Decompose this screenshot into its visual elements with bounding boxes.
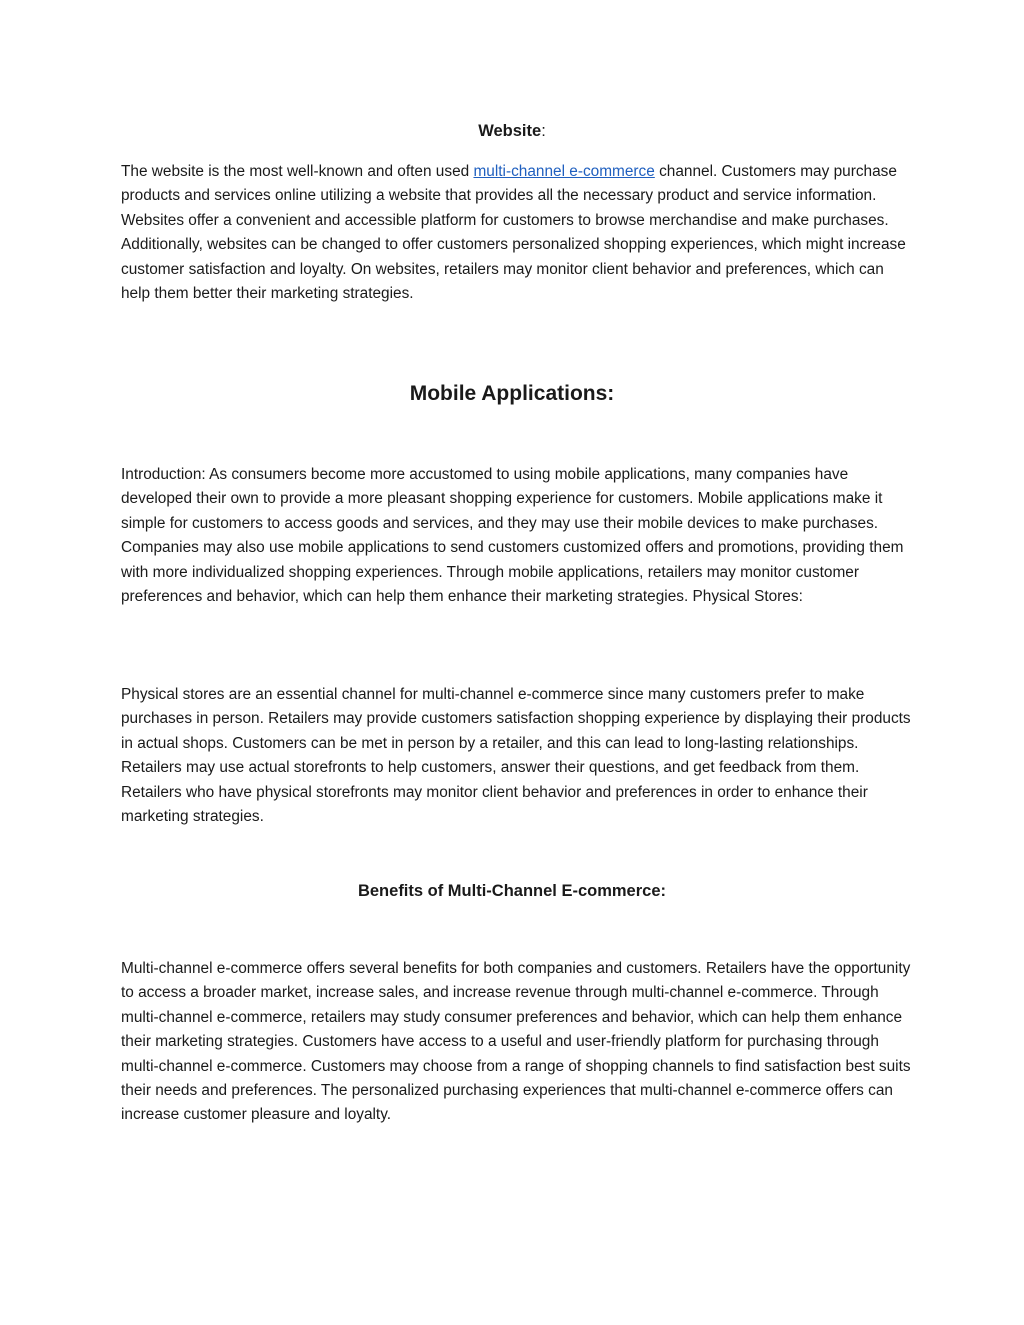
website-paragraph-body: channel. Customers may purchase products and services online utilizing a website that provides all the necessary product and service information. Websites offer a convenient and accessible platform for customers to browse merchandise and make purchases. Additionally, websites can be changed to offer customers personalized shopping experiences, which might increase customer satisfaction and loyalty. On websites, retailers may monitor client behavior and preferences, which can help them better their marketing strategies. — [121, 163, 906, 303]
benefits-paragraph: Multi-channel e-commerce offers several benefits for both companies and customers. Retailers have the opportunity to access a broader market, increase sales, and increase revenue through multi-channel e-commerce. Through multi-channel e-commerce, retailers may study consumer preferences and behavior, which can help them enhance their marketing strategies. Customers have access to a useful and user-friendly platform for purchasing through multi-channel e-commerce. Customers may choose from a range of shopping channels to find satisfaction best suits their needs and preferences. The personalized purchasing experiences that multi-channel e-commerce offers can increase customer pleasure and loyalty. — [121, 960, 911, 1124]
website-paragraph — [121, 160, 911, 306]
mobile-applications-paragraph: Introduction: As consumers become more accustomed to using mobile applications, many companies have developed their own to provide a more pleasant shopping experience for customers. Mobile applications make it simple for customers to access goods and services, and they may use their mobile devices to make purchases. Companies may also use mobile applications to send customers customized offers and promotions, providing them with more individualized shopping experiences. Through mobile applications, retailers may monitor customer preferences and behavior, which can help them enhance their marketing strategies. Physical Stores: — [121, 466, 904, 606]
mobile-applications-heading: Mobile Applications: — [409, 382, 615, 405]
physical-stores-paragraph: Physical stores are an essential channel for multi-channel e-commerce since many customers prefer to make purchases in person. Retailers may provide customers satisfaction shopping experience by displaying their products in actual shops. Customers can be met in person by a retailer, and this can lead to long-lasting relationships. Retailers may use actual storefronts to help customers, answer their questions, and get feedback from them. Retailers who have physical storefronts may monitor client behavior and preferences in order to enhance their marketing strategies. — [121, 686, 911, 826]
multi-channel-ecommerce-link[interactable]: multi-channel e-commerce — [473, 163, 655, 180]
benefits-heading: Benefits of Multi-Channel E-commerce: — [357, 882, 667, 900]
website-heading-text: Website — [478, 122, 542, 140]
website-heading — [0, 122, 1024, 141]
website-heading-colon: : — [541, 122, 546, 140]
website-paragraph-intro: The website is the most well-known and often used — [121, 163, 474, 180]
